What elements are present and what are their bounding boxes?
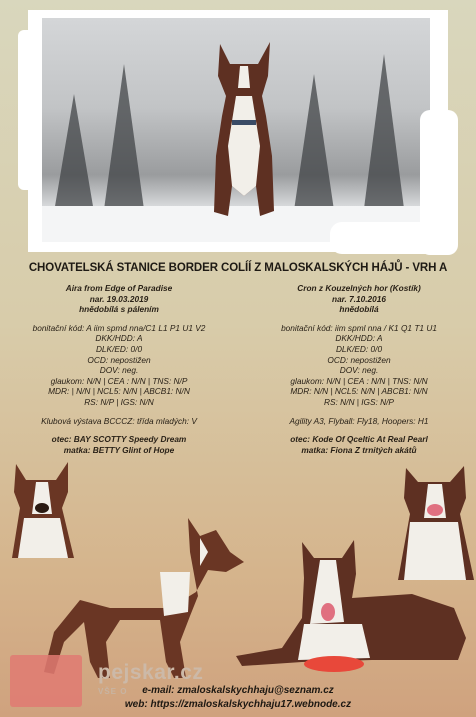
logo-sub: VŠE O: [98, 687, 128, 696]
female-code: bonitační kód: A iim spmd nna/C1 L1 P1 U1 V2: [32, 322, 206, 333]
tree-shape: [292, 74, 336, 224]
female-name: Aira from Edge of Paradise: [65, 283, 173, 293]
male-glaukom: glaukom: N/N | CEA : N/N | TNS: N/N: [290, 375, 428, 386]
logo-dog-icon: [10, 655, 82, 707]
female-extra: Klubová výstava BCCCZ: třída mladých: V: [41, 415, 197, 426]
female-mother: matka: BETTY Glint of Hope: [63, 444, 175, 455]
female-mdr: MDR: | N/N | NCL5: N/N | ABCB1: N/N: [48, 386, 190, 397]
female-dkd: DKK/HDD: A: [95, 333, 143, 344]
page-title: CHOVATELSKÁ STANICE BORDER COLÍÍ Z MALOSKALSKÝCH HÁJŮ - VRH A: [28, 262, 448, 274]
tree-shape: [52, 94, 96, 224]
female-color: hnědobílá s pálením: [79, 304, 159, 315]
female-ocd: OCD: nepostižen: [87, 354, 151, 365]
male-mother: matka: Fiona Z trnitých akátů: [301, 444, 417, 455]
header-photo: [42, 18, 430, 242]
male-ocd: OCD: nepostižen: [327, 354, 391, 365]
male-born: nar. 7.10.2016: [332, 293, 386, 304]
female-born: nar. 19.03.2019: [89, 293, 149, 304]
male-father: otec: Kode Of Qceltic At Real Pearl: [290, 434, 428, 445]
male-code: bonitační kód: iim spml nna / K1 Q1 T1 U1: [281, 322, 437, 333]
female-father: otec: BAY SCOTTY Speedy Dream: [51, 434, 187, 445]
female-glaukom: glaukom: N/N | CEA : N/N | TNS: N/P: [50, 375, 188, 386]
tree-shape: [362, 54, 406, 224]
male-name: Cron z Kouzelných hor (Kostík): [297, 283, 421, 293]
female-info: [4, 283, 234, 455]
contact-email[interactable]: e-mail: zmaloskalskychhaju@seznam.cz: [142, 685, 334, 696]
brush-stroke: [18, 30, 42, 190]
female-rs: RS: N/P | IGS: N/N: [84, 396, 154, 407]
male-dkd: DKK/HDD: A: [335, 333, 383, 344]
hero-dog-image: [202, 36, 286, 226]
female-dlk: DLK/ED: 0/0: [95, 343, 143, 354]
male-extra: Agility A3, Flyball: Fly18, Hoopers: H1: [289, 415, 429, 426]
male-dov: DOV: neg.: [339, 365, 379, 376]
tree-shape: [102, 64, 146, 224]
male-rs: RS: N/N | IGS: N/P: [324, 396, 394, 407]
dog-lying: [232, 538, 468, 674]
male-info: [244, 283, 474, 455]
male-dlk: DLK/ED: 0/0: [335, 343, 383, 354]
brush-stroke: [330, 222, 440, 254]
contact-web[interactable]: web: https://zmaloskalskychhaju17.webnode.cz: [124, 699, 352, 710]
logo-brand: pejskar.cz: [98, 661, 204, 684]
male-mdr: MDR: N/N | NCL5: N/N | ABCB1: N/N: [290, 386, 428, 397]
female-dov: DOV: neg.: [99, 365, 139, 376]
male-color: hnědobílá: [339, 304, 379, 315]
